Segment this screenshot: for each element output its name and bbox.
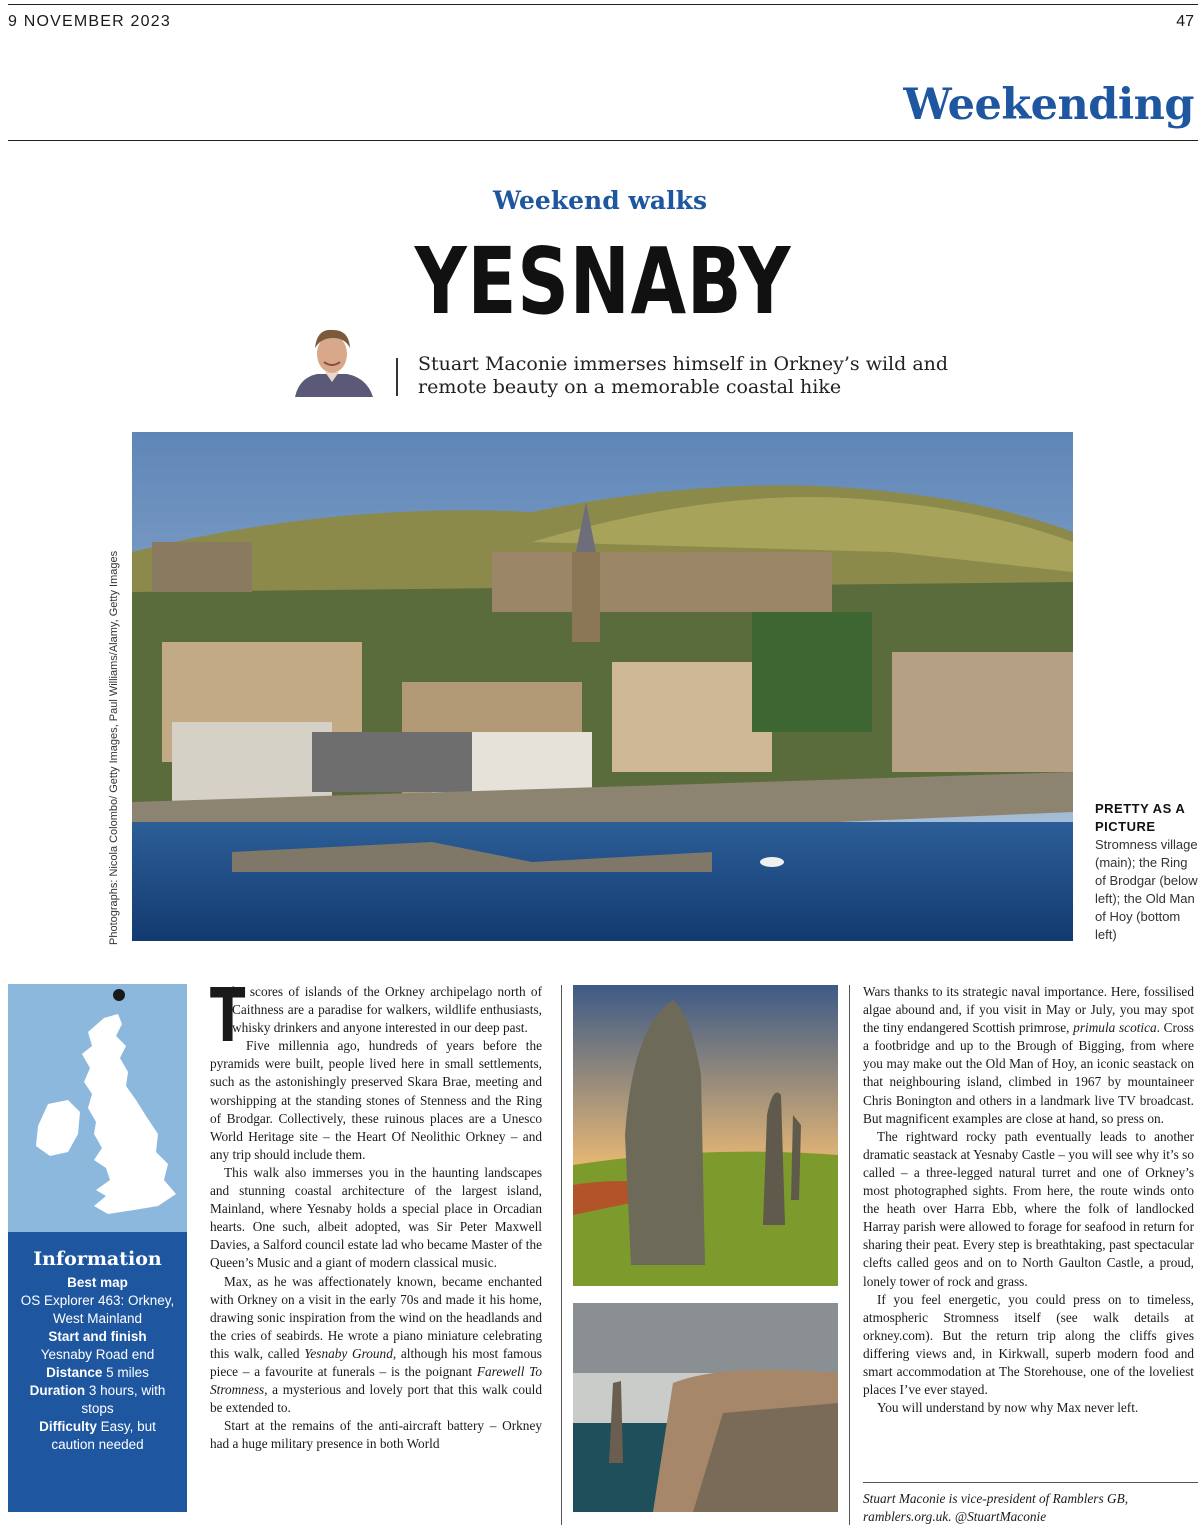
article-column-1 [210, 973, 542, 1453]
article-headline: YESNABY [414, 228, 792, 335]
drop-cap: T [210, 973, 246, 1059]
paragraph: Wars thanks to its strategic naval importance. Here, fossilised algae abound and, if you visit in May or July, you may spot the tiny endangered Scottish primrose, primula scotica. Cross a footbridge and up to the Brough of Bigging, from where you may make out the Old Man of Hoy, an iconic seastack on that neighbouring island, climbed in 1967 by mountaineer Chris Bonington and others in a landmark live TV broadcast. But magnificent examples are close at hand, so press on. [863, 984, 1194, 1126]
stromness-hero-photo [132, 432, 1073, 941]
paragraph: The rightward rocky path eventually leads to another dramatic seastack at Yesnaby Castle – you will see why it’s so called – a three-legged natural turret and one of Orkney’s most photographed sights. From here, the route winds onto the heath over Harra Ebb, where the folk of landlocked Harray parish were allowed to forage for seafood in return for sharing their peat. Every step is breathtaking, past spectacular clefts called geos and on to North Gaulton Castle, a proud, lonely tower of rock and grass. [863, 1128, 1194, 1289]
difficulty-value: Easy, but caution needed [51, 1419, 156, 1452]
old-man-of-hoy-photo [573, 1303, 838, 1512]
uk-locator-map [8, 984, 187, 1232]
article-kicker: Weekend walks [492, 186, 708, 215]
paragraph: he scores of islands of the Orkney archipelago north of Caithness are a paradise for walkers, wildlife enthusiasts, whisky drinkers and anyone interested in our deep past. [232, 984, 542, 1036]
paragraph: You will understand by now why Max never left. [877, 1400, 1139, 1416]
ring-of-brodgar-photo [573, 985, 838, 1286]
photo-caption [1095, 800, 1200, 944]
distance-value: 5 miles [106, 1365, 149, 1380]
start-value: Yesnaby Road end [40, 1347, 155, 1362]
duration-value: 3 hours, with stops [81, 1383, 166, 1416]
byline-rule [863, 1482, 1198, 1483]
standfirst-divider [396, 358, 398, 396]
article-standfirst: Stuart Maconie immerses himself in Orkney’s wild and remote beauty on a memorable coastal hike [418, 353, 949, 398]
column-divider [561, 985, 562, 1525]
top-rule [8, 4, 1198, 5]
paragraph: Start at the remains of the anti-aircraft battery – Orkney had a huge military presence in both World [210, 1418, 542, 1452]
paragraph: If you feel energetic, you could press on to timeless, atmospheric Stromness itself (see walk details at orkney.com). But the return trip along the cliffs gives differing views and, in Kirkwall, superb modern food and smart accommodation at The Storehouse, one of the loveliest places I’ve ever stayed. [863, 1291, 1194, 1398]
paragraph: Max, as he was affectionately known, became enchanted with Orkney on a visit in the early 70s and made it his home, drawing sonic inspiration from the wind on the headlands and the cries of seabirds. He wrote a piano miniature celebrating this walk, called Yesnaby Ground, although his most famous piece – a favourite at funerals – is the poignant Farewell To Stromness, a mysterious and lovely port that this walk could be extended to. [210, 1273, 542, 1416]
difficulty-label: Difficulty [39, 1419, 97, 1434]
column-divider [849, 985, 850, 1525]
issue-date: 9 NOVEMBER 2023 [8, 13, 171, 30]
distance-label: Distance [46, 1365, 103, 1380]
info-title: Information [33, 1248, 162, 1270]
information-box [8, 1232, 187, 1512]
best-map-value: OS Explorer 463: Orkney, West Mainland [20, 1293, 175, 1326]
caption-text: Stromness village (main); the Ring of Brodgar (below left); the Old Man of Hoy (bottom left) [1095, 837, 1198, 942]
page-number: 47 [1176, 13, 1194, 30]
article-column-3 [863, 983, 1194, 1417]
best-map-label: Best map [67, 1275, 128, 1290]
paragraph: Five millennia ago, hundreds of years before the pyramids were built, people lived here in small settlements, such as the astonishingly preserved Skara Brae, meeting and worshipping at the standing stones of Stenness and the Ring of Brodgar. Collectively, these ruinous places are a Unesco World Heritage site – the Heart Of Neolithic Orkney – and any trip should include them. [210, 1038, 542, 1162]
photo-credit: Photographs: Nicola Colombo/ Getty Images, Paul Williams/Alamy, Getty Images [108, 550, 120, 945]
paragraph: This walk also immerses you in the haunting landscapes and stunning coastal architecture of the largest island, Mainland, where Yesnaby holds a special place in Orcadian hearts. One such, albeit adopted, was Sir Peter Maxwell Davies, a Salford council estate lad who became Master of the Queen’s Music and a giant of modern classical music. [210, 1164, 542, 1271]
section-title: Weekending [903, 80, 1194, 130]
start-label: Start and finish [48, 1329, 147, 1344]
caption-title: PRETTY AS A PICTURE [1095, 801, 1185, 834]
header-rule [8, 140, 1198, 141]
author-avatar [287, 322, 377, 397]
author-byline: Stuart Maconie is vice-president of Ramblers GB, ramblers.org.uk. @StuartMaconie [863, 1491, 1129, 1524]
duration-label: Duration [29, 1383, 86, 1398]
